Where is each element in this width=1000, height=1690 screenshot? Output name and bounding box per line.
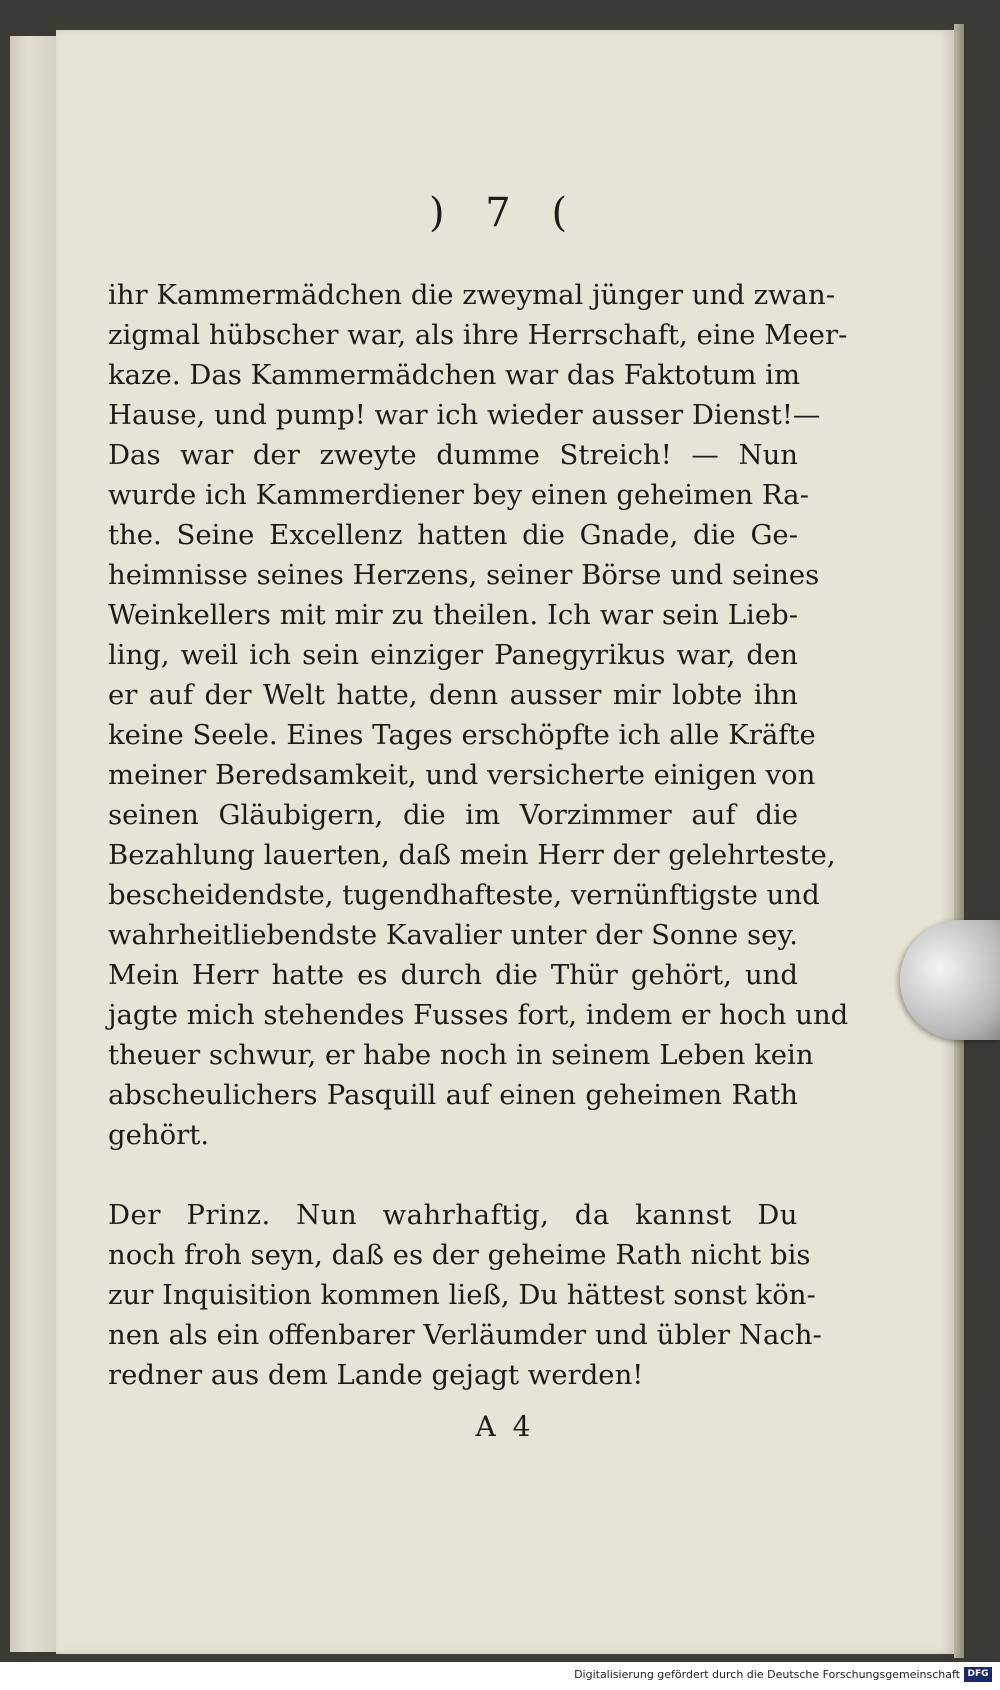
footer-credit: Digitalisierung gefördert durch die Deutsche Forschungsgemeinschaft xyxy=(574,1668,960,1681)
footer-bar xyxy=(0,1662,1000,1690)
text-line: zur Inquisition kommen ließ, Du hättest sonst kön- xyxy=(108,1279,816,1311)
page-header: ) 7 ( xyxy=(428,190,582,236)
text-line: wurde ich Kammerdiener bey einen geheimen Ra- xyxy=(108,479,809,511)
text-line: theuer schwur, er habe noch in seinem Leben kein xyxy=(108,1039,814,1071)
signature-mark: A 4 xyxy=(475,1410,535,1443)
text-line: kaze. Das Kammermädchen war das Faktotum im xyxy=(108,359,801,391)
text-line: Der Prinz. Nun wahrhaftig, da kannst Du xyxy=(108,1199,798,1231)
text-line: abscheulichers Pasquill auf einen geheimen Rath xyxy=(108,1079,798,1111)
paragraph-1 xyxy=(108,275,849,1155)
paragraph-2 xyxy=(108,1195,822,1395)
text-line: er auf der Welt hatte, denn ausser mir lobte ihn xyxy=(108,679,798,711)
text-line: Bezahlung lauerten, daß mein Herr der gelehrteste, xyxy=(108,839,836,871)
text-line: ling, weil ich sein einziger Panegyrikus war, den xyxy=(108,639,798,671)
dfg-logo-icon: DFG xyxy=(964,1667,992,1682)
text-line: keine Seele. Eines Tages erschöpfte ich alle Kräfte xyxy=(108,719,816,751)
body-text xyxy=(108,275,849,1395)
text-line: bescheidendste, tugendhafteste, vernünftigste und xyxy=(108,879,820,911)
text-line: Hause, und pump! war ich wieder ausser Dienst!— xyxy=(108,399,821,431)
text-line: seinen Gläubigern, die im Vorzimmer auf die xyxy=(108,799,798,831)
text-line: nen als ein offenbarer Verläumder und übler Nach- xyxy=(108,1319,822,1351)
text-line: redner aus dem Lande gejagt werden! xyxy=(108,1359,644,1391)
text-line: meiner Beredsamkeit, und versicherte einigen von xyxy=(108,759,816,791)
text-line: Weinkellers mit mir zu theilen. Ich war sein Lieb- xyxy=(108,599,798,631)
text-line: wahrheitliebendste Kavalier unter der Sonne sey. xyxy=(108,919,798,951)
text-line: zigmal hübscher war, als ihre Herrschaft, eine Meer- xyxy=(108,319,848,351)
text-line: Mein Herr hatte es durch die Thür gehört, und xyxy=(108,959,798,991)
text-line: jagte mich stehendes Fusses fort, indem er hoch und xyxy=(108,999,849,1031)
text-line: noch froh seyn, daß es der geheime Rath nicht bis xyxy=(108,1239,811,1271)
left-page-edge xyxy=(10,36,57,1652)
text-line: gehört. xyxy=(108,1119,210,1151)
book-page xyxy=(56,30,954,1654)
text-line: the. Seine Excellenz hatten die Gnade, die Ge- xyxy=(108,519,798,551)
paragraph-gap xyxy=(108,1155,798,1195)
text-line: heimnisse seines Herzens, seiner Börse und seines xyxy=(108,559,820,591)
text-line: ihr Kammermädchen die zweymal jünger und zwan- xyxy=(108,279,835,311)
page-stack-edge xyxy=(954,24,964,1658)
text-line: Das war der zweyte dumme Streich! — Nun xyxy=(108,439,798,471)
